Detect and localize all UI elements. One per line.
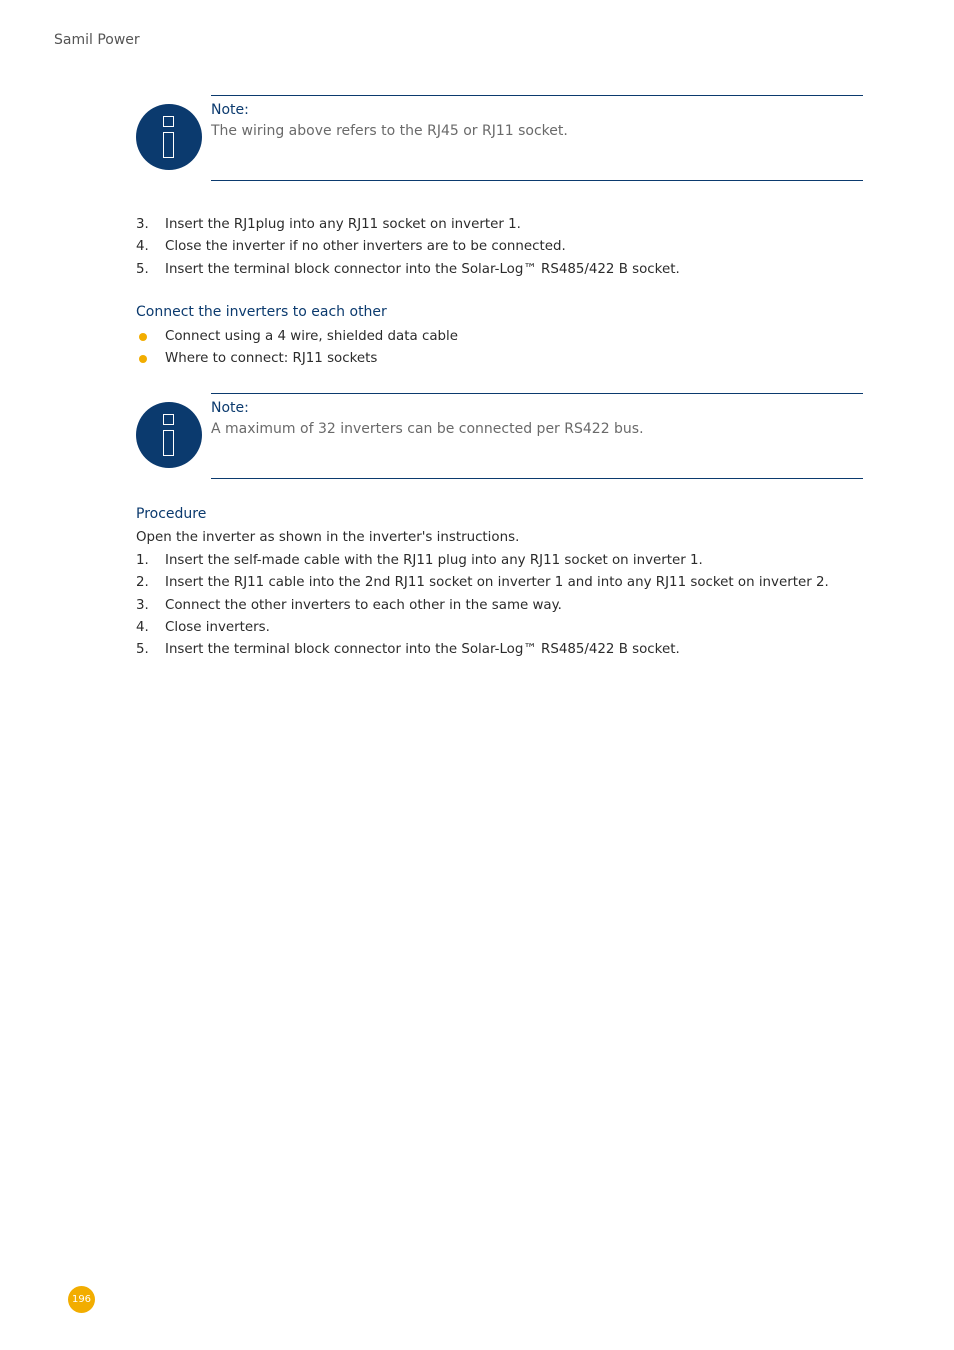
note-bottom-rule [211,478,863,479]
running-header: Samil Power [54,32,140,48]
section-heading-connect: Connect the inverters to each other [136,304,387,320]
note-title: Note: [211,102,249,118]
page-number-badge: 196 [68,1286,95,1313]
info-icon [136,104,202,170]
info-icon [136,402,202,468]
procedure-intro: Open the inverter as shown in the inverter's instructions. [136,530,520,545]
note-top-rule [211,393,863,394]
note-box-wiring [136,95,863,181]
bullet-dot-icon [139,355,147,363]
note-bottom-rule [211,180,863,181]
note-text: A maximum of 32 inverters can be connected per RS422 bus. [211,421,644,437]
section-heading-procedure: Procedure [136,506,207,522]
note-box-max-inverters [136,393,863,479]
note-title: Note: [211,400,249,416]
note-top-rule [211,95,863,96]
bullet-dot-icon [139,333,147,341]
note-text: The wiring above refers to the RJ45 or RJ11 socket. [211,123,568,139]
